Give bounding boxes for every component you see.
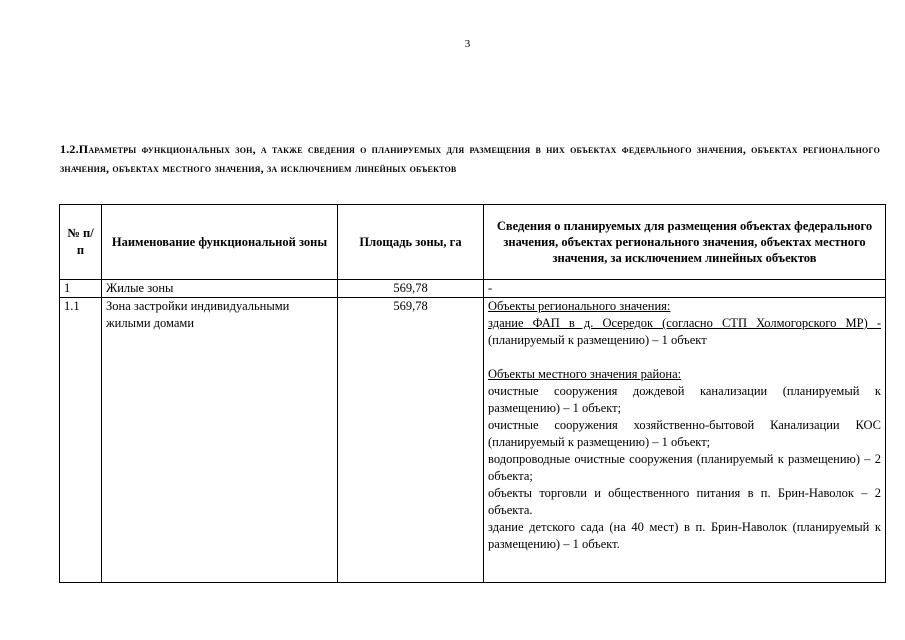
table-row <box>60 298 886 583</box>
local-object-item: объекты торговли и общественного питания в п. Брин-Наволок – 2 объекта. <box>488 486 881 517</box>
header-zone-name: Наименование функциональной зоны <box>102 205 338 280</box>
header-num: № п/п <box>60 205 102 280</box>
regional-objects-heading: Объекты регионального значения: <box>488 299 671 313</box>
local-object-item: очистные сооружения дождевой канализации (планируемый к размещению) – 1 объект; <box>488 384 881 415</box>
cell-num: 1.1 <box>60 298 102 583</box>
regional-object-name: здание ФАП в д. Осередок (согласно СТП Холмогорского МР) - <box>488 316 881 330</box>
local-object-item: водопроводные очистные сооружения (планируемый к размещению) – 2 объекта; <box>488 452 881 483</box>
cell-num: 1 <box>60 280 102 298</box>
regional-object-item <box>488 315 881 349</box>
spacer <box>488 349 881 366</box>
page-number: 3 <box>464 38 471 50</box>
cell-zone-area: 569,78 <box>338 280 484 298</box>
local-object-item: здание детского сада (на 40 мест) в п. Брин-Наволок (планируемый к размещению) – 1 объект. <box>488 520 881 551</box>
header-planned-objects: Сведения о планируемых для размещения объектах федерального значения, объектах регионального значения, объектах местного значения, за исключением линейных объектов <box>484 205 886 280</box>
local-object-item: очистные сооружения хозяйственно-бытовой Канализации КОС (планируемый к размещению) – 1 объект; <box>488 418 881 449</box>
functional-zones-table <box>59 204 886 583</box>
cell-zone-name: Зона застройки индивидуальными жилыми домами <box>102 298 338 583</box>
cell-zone-area: 569,78 <box>338 298 484 583</box>
local-objects-heading: Объекты местного значения района: <box>488 367 682 381</box>
header-zone-area: Площадь зоны, га <box>338 205 484 280</box>
cell-zone-name: Жилые зоны <box>102 280 338 298</box>
cell-planned-objects <box>484 298 886 583</box>
cell-planned-objects: - <box>484 280 886 298</box>
section-heading: 1.2.Параметры функциональных зон, а также сведения о планируемых для размещения в них объектах федерального значения, объектах регионального значения, объектах местного значения, за исключением линейных объектов <box>60 142 880 175</box>
table-row <box>60 280 886 298</box>
regional-object-status: (планируемый к размещению) – 1 объект <box>488 333 707 347</box>
table-header-row <box>60 205 886 280</box>
